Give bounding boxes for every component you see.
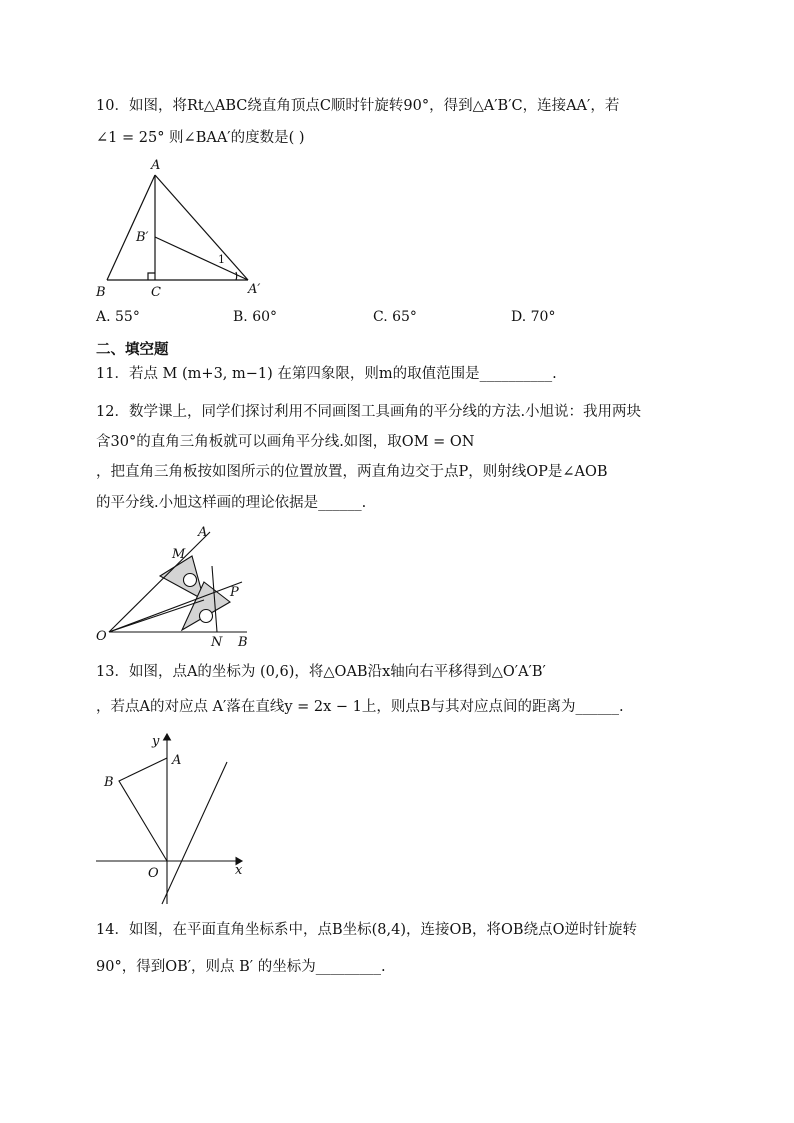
q13-line-y-2x-1	[162, 762, 227, 904]
q12-text-line4: 的平分线.小旭这样画的理论依据是______.	[96, 495, 367, 511]
q12-text-line2: 含30°的直角三角板就可以画角平分线.如图，取OM = ON	[96, 434, 475, 450]
q13-label-a: A	[172, 753, 182, 768]
q13-text-line1: 13．如图，点A的坐标为 (0,6)，将△OAB沿x轴向右平移得到△O′A′B′	[96, 664, 546, 680]
q12-label-p: P	[230, 585, 239, 600]
q12-label-n: N	[211, 635, 223, 650]
q13-triangle-oab	[119, 758, 167, 861]
q10-option-d: D. 70°	[511, 309, 556, 325]
q13-text-line2: ，若点A的对应点 A′落在直线y = 2x − 1上，则点B与其对应点间的距离为______.	[96, 699, 624, 715]
q12-label-a: A	[198, 525, 208, 540]
q12-figure	[92, 520, 272, 650]
q10-side-b2a2	[155, 237, 248, 280]
q10-label-a: A	[151, 158, 161, 173]
q14-text-line2: 90°，得到OB′，则点 B′ 的坐标为_________.	[96, 959, 386, 975]
q12-label-o: O	[96, 629, 107, 644]
q12-label-m: M	[172, 547, 186, 562]
q11-text: 11．若点 M (m+3, m−1) 在第四象限，则m的取值范围是__________.	[96, 366, 557, 382]
q10-label-c: C	[151, 285, 161, 300]
q12-label-b: B	[238, 635, 248, 650]
q10-angle-arc	[236, 272, 237, 280]
q10-right-angle	[148, 273, 155, 280]
q14-text-line1: 14．如图，在平面直角坐标系中，点B坐标(8,4)，连接OB，将OB绕点O逆时针旋转	[96, 922, 637, 938]
q10-option-a: A. 55°	[96, 309, 140, 325]
q10-label-b: B	[96, 285, 106, 300]
q12-ruler-hole-lower	[200, 610, 213, 623]
q10-text-line2: ∠1 = 25° 则∠BAA′的度数是( )	[96, 130, 305, 146]
q10-option-c: C. 65°	[373, 309, 417, 325]
q10-side-aa2	[155, 175, 248, 280]
q10-side-ab	[107, 175, 155, 280]
q10-label-b-prime: B′	[136, 230, 149, 245]
q10-label-one: 1	[218, 253, 225, 266]
q12-ruler-hole-upper	[184, 574, 197, 587]
q10-option-b: B. 60°	[233, 309, 278, 325]
q13-coordinate-figure	[92, 728, 262, 908]
q13-label-b: B	[104, 775, 114, 790]
q10-figure	[90, 155, 280, 305]
q10-label-a-prime: A′	[248, 282, 261, 297]
q12-text-line1: 12．数学课上，同学们探讨利用不同画图工具画角的平分线的方法.小旭说：我用两块	[96, 404, 642, 420]
q12-triangle-ruler-upper	[160, 556, 204, 600]
q10-text-line1: 10．如图，将Rt△ABC绕直角顶点C顺时针旋转90°，得到△A′B′C，连接AA′，若	[96, 98, 620, 114]
section-heading-fill-blank: 二、填空题	[96, 342, 169, 358]
q12-text-line3: ，把直角三角板按如图所示的位置放置，两直角边交于点P，则射线OP是∠AOB	[96, 464, 608, 480]
q13-label-o: O	[148, 866, 159, 881]
q13-label-y: y	[152, 734, 160, 749]
q13-label-x: x	[235, 863, 243, 878]
